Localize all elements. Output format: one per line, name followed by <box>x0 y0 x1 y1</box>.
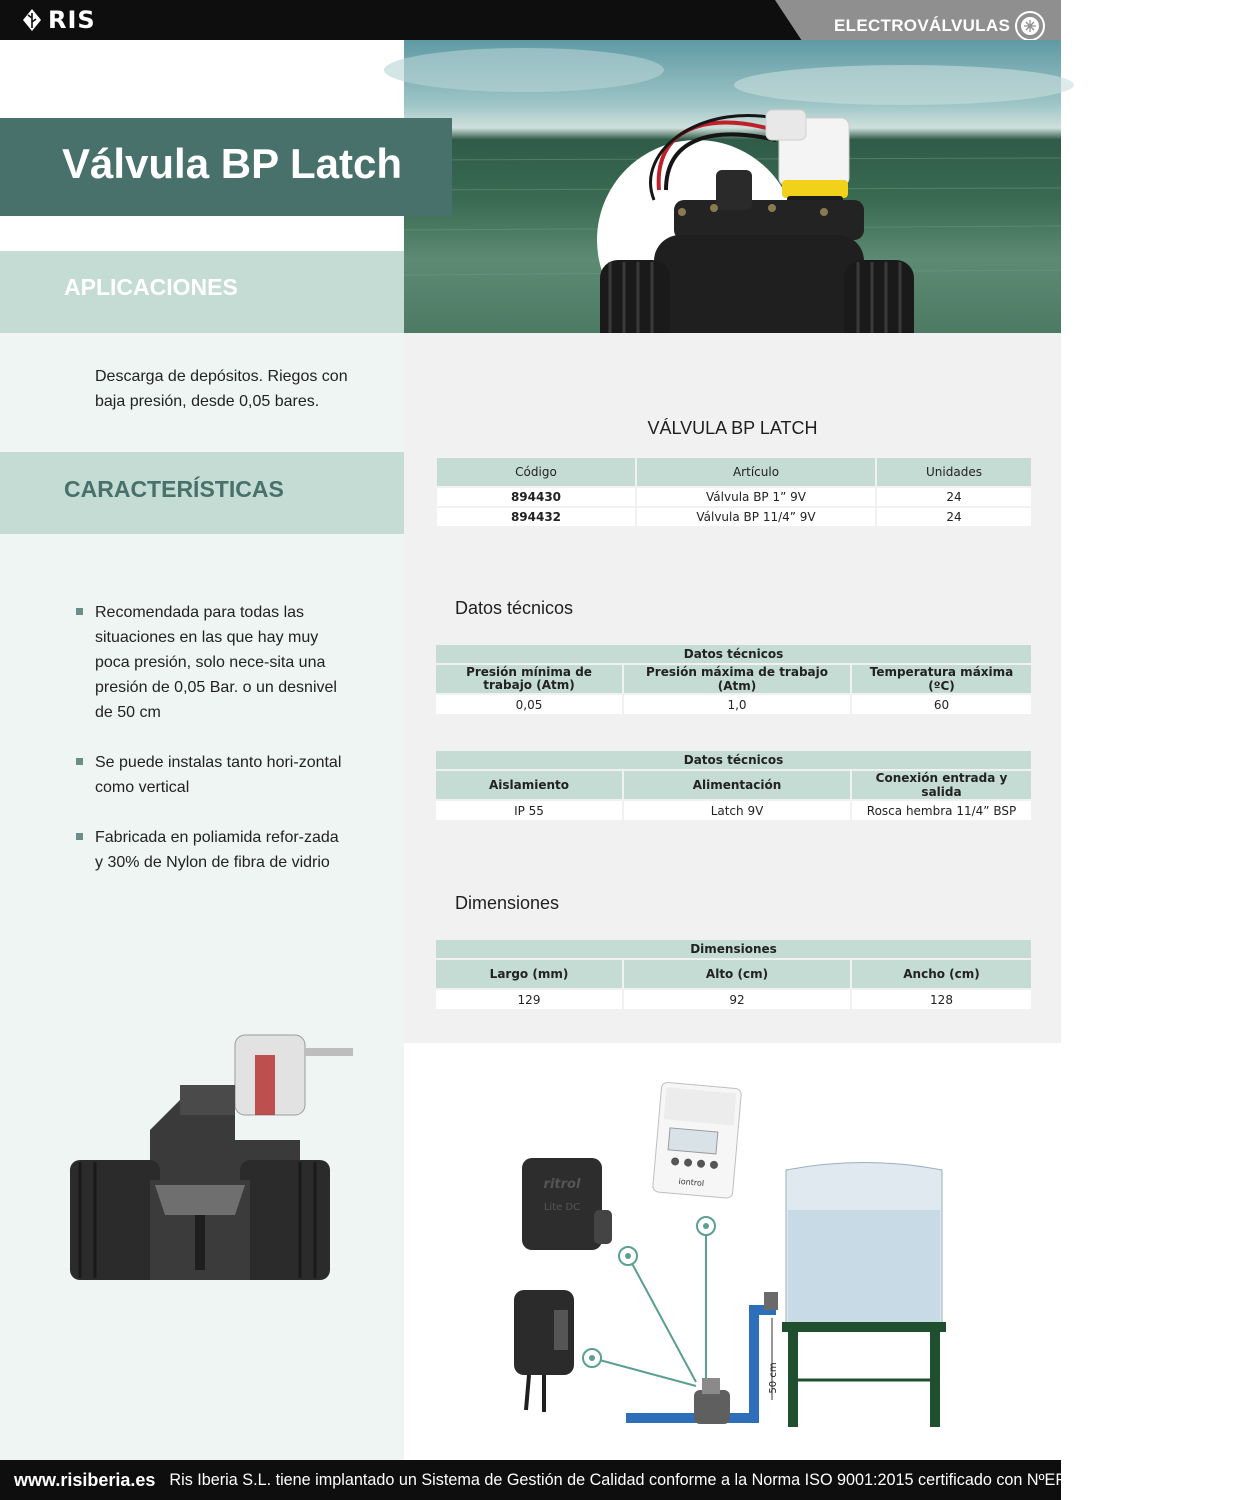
technical-heading: Datos técnicos <box>455 598 574 618</box>
cell-code: 894432 <box>437 508 635 526</box>
cell-article: Válvula BP 1” 9V <box>637 488 875 506</box>
cell-value: 60 <box>852 695 1031 714</box>
cell-value: 92 <box>624 990 850 1009</box>
leaf-logo-icon <box>22 8 42 32</box>
cell-article: Válvula BP 11/4” 9V <box>637 508 875 526</box>
characteristics-heading: CARACTERÍSTICAS <box>64 476 284 502</box>
height-label: 50 cm <box>768 1362 779 1394</box>
cell-value: IP 55 <box>436 801 622 820</box>
table-row <box>436 801 1031 820</box>
list-item: Fabricada en poliamida refor-zada y 30% de Nylon de fibra de vidrio <box>76 825 346 875</box>
product-table <box>435 456 1033 528</box>
controller-brand: ritrol <box>543 1177 581 1192</box>
programmer-brand: iontrol <box>678 1176 705 1189</box>
water-tank <box>782 1163 946 1428</box>
table-caption: Datos técnicos <box>436 645 1031 663</box>
cell-value: Latch 9V <box>624 801 850 820</box>
cell-value: Rosca hembra 11/4” BSP <box>852 801 1031 820</box>
power-adapter <box>514 1290 574 1412</box>
square-bullet-icon <box>76 608 83 615</box>
column-header-units: Unidades <box>877 458 1031 486</box>
column-header: Presión máxima de trabajo (Atm) <box>624 665 850 693</box>
cell-value: 0,05 <box>436 695 622 714</box>
square-bullet-icon <box>76 833 83 840</box>
column-header: Presión mínima de trabajo (Atm) <box>436 665 622 693</box>
controller-model: Lite DC <box>543 1202 581 1213</box>
cell-value: 1,0 <box>624 695 850 714</box>
table-row <box>437 508 1031 526</box>
applications-heading: APLICACIONES <box>64 274 238 300</box>
installation-diagram <box>404 1060 1061 1450</box>
page-title: Válvula BP Latch <box>62 140 403 187</box>
table-row <box>436 695 1031 714</box>
column-header: Alto (cm) <box>624 960 850 988</box>
table-caption: Datos técnicos <box>436 751 1031 769</box>
square-bullet-icon <box>76 758 83 765</box>
certifier-name: AENOR <box>1181 1470 1240 1489</box>
column-header-code: Código <box>437 458 635 486</box>
column-header: Largo (mm) <box>436 960 622 988</box>
characteristics-list <box>76 600 346 900</box>
applications-text: Descarga de depósitos. Riegos con baja presión, desde 0,05 bares. <box>95 368 348 410</box>
footer-bar <box>0 1460 1240 1500</box>
sprinkler-globe-icon <box>1014 10 1046 42</box>
programmer-device <box>652 1082 741 1199</box>
cell-value: 128 <box>852 990 1031 1009</box>
controller-device <box>522 1158 612 1250</box>
list-item: Se puede instalas tanto hori-zontal como vertical <box>76 750 346 800</box>
cell-value: 129 <box>436 990 622 1009</box>
cell-units: 24 <box>877 508 1031 526</box>
category-label: ELECTROVÁLVULAS <box>834 16 1011 35</box>
column-header: Temperatura máxima (ºC) <box>852 665 1031 693</box>
column-header-article: Artículo <box>637 458 875 486</box>
column-header: Aislamiento <box>436 771 622 799</box>
table-caption: Dimensiones <box>436 940 1031 958</box>
valve-cutaway-illustration <box>60 1030 370 1290</box>
cell-units: 24 <box>877 488 1031 506</box>
column-header: Ancho (cm) <box>852 960 1031 988</box>
table-row <box>437 488 1031 506</box>
valve-on-pipe <box>694 1378 730 1424</box>
column-header: Alimentación <box>624 771 850 799</box>
cell-code: 894430 <box>437 488 635 506</box>
ris-logo[interactable] <box>22 6 96 34</box>
dimensions-table <box>434 938 1033 1011</box>
website-link[interactable]: www.risiberia.es <box>14 1469 156 1490</box>
product-table-heading: VÁLVULA BP LATCH <box>647 418 818 438</box>
logo-text: RIS <box>48 6 96 34</box>
footer-quality-statement: Ris Iberia S.L. tiene implantado un Sistema de Gestión de Calidad conforme a la Norma ISO 9001:2015 certificado con NºER-0461/2021 por AENOR <box>169 1470 1240 1489</box>
list-item: Recomendada para todas las situaciones en las que hay muy poca presión, solo nece-sita una presión de 0,05 Bar. o un desnivel de 50 cm <box>76 600 346 725</box>
dimensions-heading: Dimensiones <box>455 893 560 913</box>
table-row <box>436 990 1031 1009</box>
technical-table-connection <box>434 749 1033 822</box>
column-header: Conexión entrada y salida <box>852 771 1031 799</box>
technical-table-pressure <box>434 643 1033 716</box>
